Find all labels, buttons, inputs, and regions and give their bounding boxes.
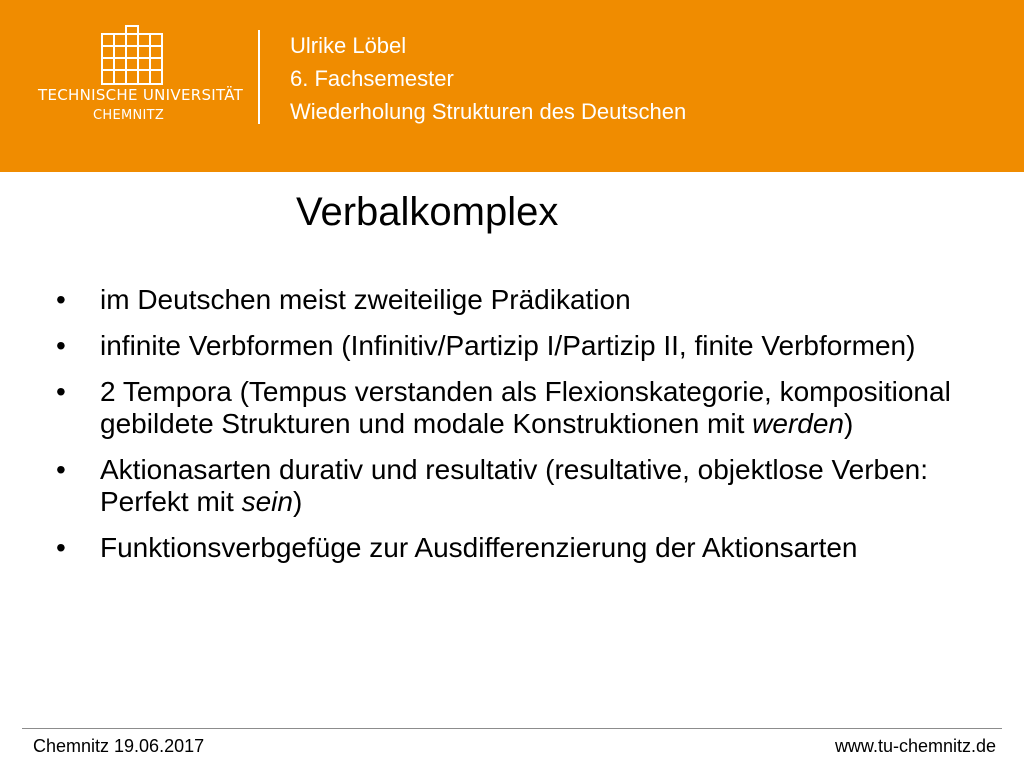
university-building-icon [98,24,166,88]
bullet-marker: • [56,284,66,315]
bullet-emphasis: werden [752,408,845,439]
bullet-item [56,330,996,362]
bullet-text-part: 2 Tempora (Tempus verstanden als Flexionskategorie, kompositional gebildete Strukturen und modale Konstruktionen mit [100,376,951,439]
footer-divider [22,728,1002,729]
bullet-text-part: ) [292,486,303,517]
bullet-marker: • [56,330,66,361]
footer-website: www.tu-chemnitz.de [834,736,996,756]
author-name: Ulrike Löbel [290,33,407,58]
logo-text-city: CHEMNITZ [93,108,165,123]
bullet-text: im Deutschen meist zweiteilige Prädikation [100,284,631,315]
bullet-marker: • [56,454,66,485]
university-logo [38,24,244,134]
bullet-item [56,532,996,564]
bullet-item [56,284,996,316]
course-title: Wiederholung Strukturen des Deutschen [290,99,687,124]
bullet-list [56,284,996,578]
bullet-marker: • [56,532,66,563]
logo-text-university: TECHNISCHE UNIVERSITÄT [38,86,244,104]
bullet-marker: • [56,376,66,407]
slide-title: Verbalkomplex [296,190,559,234]
header-divider [258,30,260,124]
bullet-text: infinite Verbformen (Infinitiv/Partizip I/Partizip II, finite Verbformen) [100,330,916,361]
bullet-text [100,454,928,517]
bullet-text-part: ) [844,408,854,439]
header-info [290,29,686,128]
bullet-item [56,454,996,518]
semester-label: 6. Fachsemester [290,66,454,91]
bullet-item [56,376,996,440]
header-banner [0,0,1024,172]
footer-place-date: Chemnitz 19.06.2017 [33,736,205,756]
bullet-text [100,376,951,439]
bullet-emphasis: sein [241,486,293,517]
bullet-text-part: Aktionasarten durativ und resultativ (resultative, objektlose Verben: Perfekt mit [100,454,929,517]
bullet-text: Funktionsverbgefüge zur Ausdifferenzierung der Aktionsarten [100,532,858,563]
